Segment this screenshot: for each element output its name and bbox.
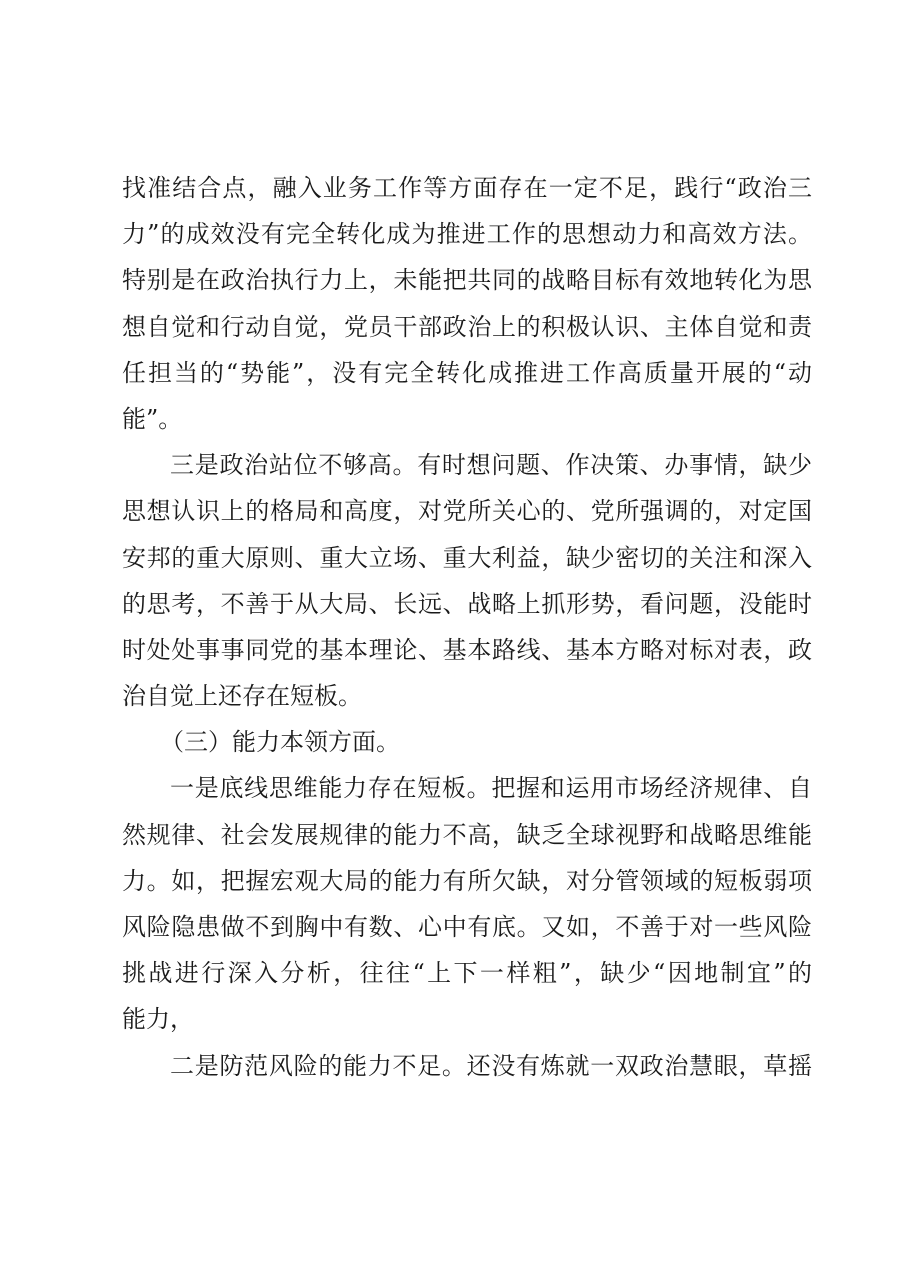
text-line: 挑战进行深入分析，往往“上下一样粗”，缺少“因地制宜”的 [122,959,812,988]
text-line: 一是底线思维能力存在短板。把握和运用市场经济规律、自 [170,774,812,803]
text-line: 能”。 [122,404,183,433]
text-line: 时处处事事同党的基本理论、基本路线、基本方略对标对表，政 [122,635,812,664]
text-line: 二是防范风险的能力不足。还没有炼就一双政治慧眼，草摇 [170,1051,812,1080]
text-line: 治自觉上还存在短板。 [122,682,362,711]
section-heading: （三）能力本领方面。 [160,728,400,757]
text-line: 能力， [122,1005,194,1034]
text-line: 安邦的重大原则、重大立场、重大利益，缺少密切的关注和深入 [122,543,812,572]
text-line: 三是政治站位不够高。有时想问题、作决策、办事情，缺少 [170,451,812,480]
text-line: 然规律、社会发展规律的能力不高，缺乏全球视野和战略思维能 [122,820,812,849]
text-line: 找准结合点，融入业务工作等方面存在一定不足，践行“政治三 [122,174,812,202]
text-line: 特别是在政治执行力上，未能把共同的战略目标有效地转化为思 [122,266,812,295]
text-line: 风险隐患做不到胸中有数、心中有底。又如，不善于对一些风险 [122,913,812,941]
text-line: 的思考，不善于从大局、长远、战略上抓形势，看问题，没能时 [122,589,812,618]
text-line: 想自觉和行动自觉，党员干部政治上的积极认识、主体自觉和责 [122,312,812,341]
text-line: 力”的成效没有完全转化成为推进工作的思想动力和高效方法。 [122,220,812,249]
text-line: 思想认识上的格局和高度，对党所关心的、党所强调的，对定国 [122,497,812,526]
text-line: 力。如，把握宏观大局的能力有所欠缺，对分管领域的短板弱项 [122,866,812,895]
body-text [122,165,812,1089]
text-line: 任担当的“势能”，没有完全转化成推进工作高质量开展的“动 [122,358,812,387]
